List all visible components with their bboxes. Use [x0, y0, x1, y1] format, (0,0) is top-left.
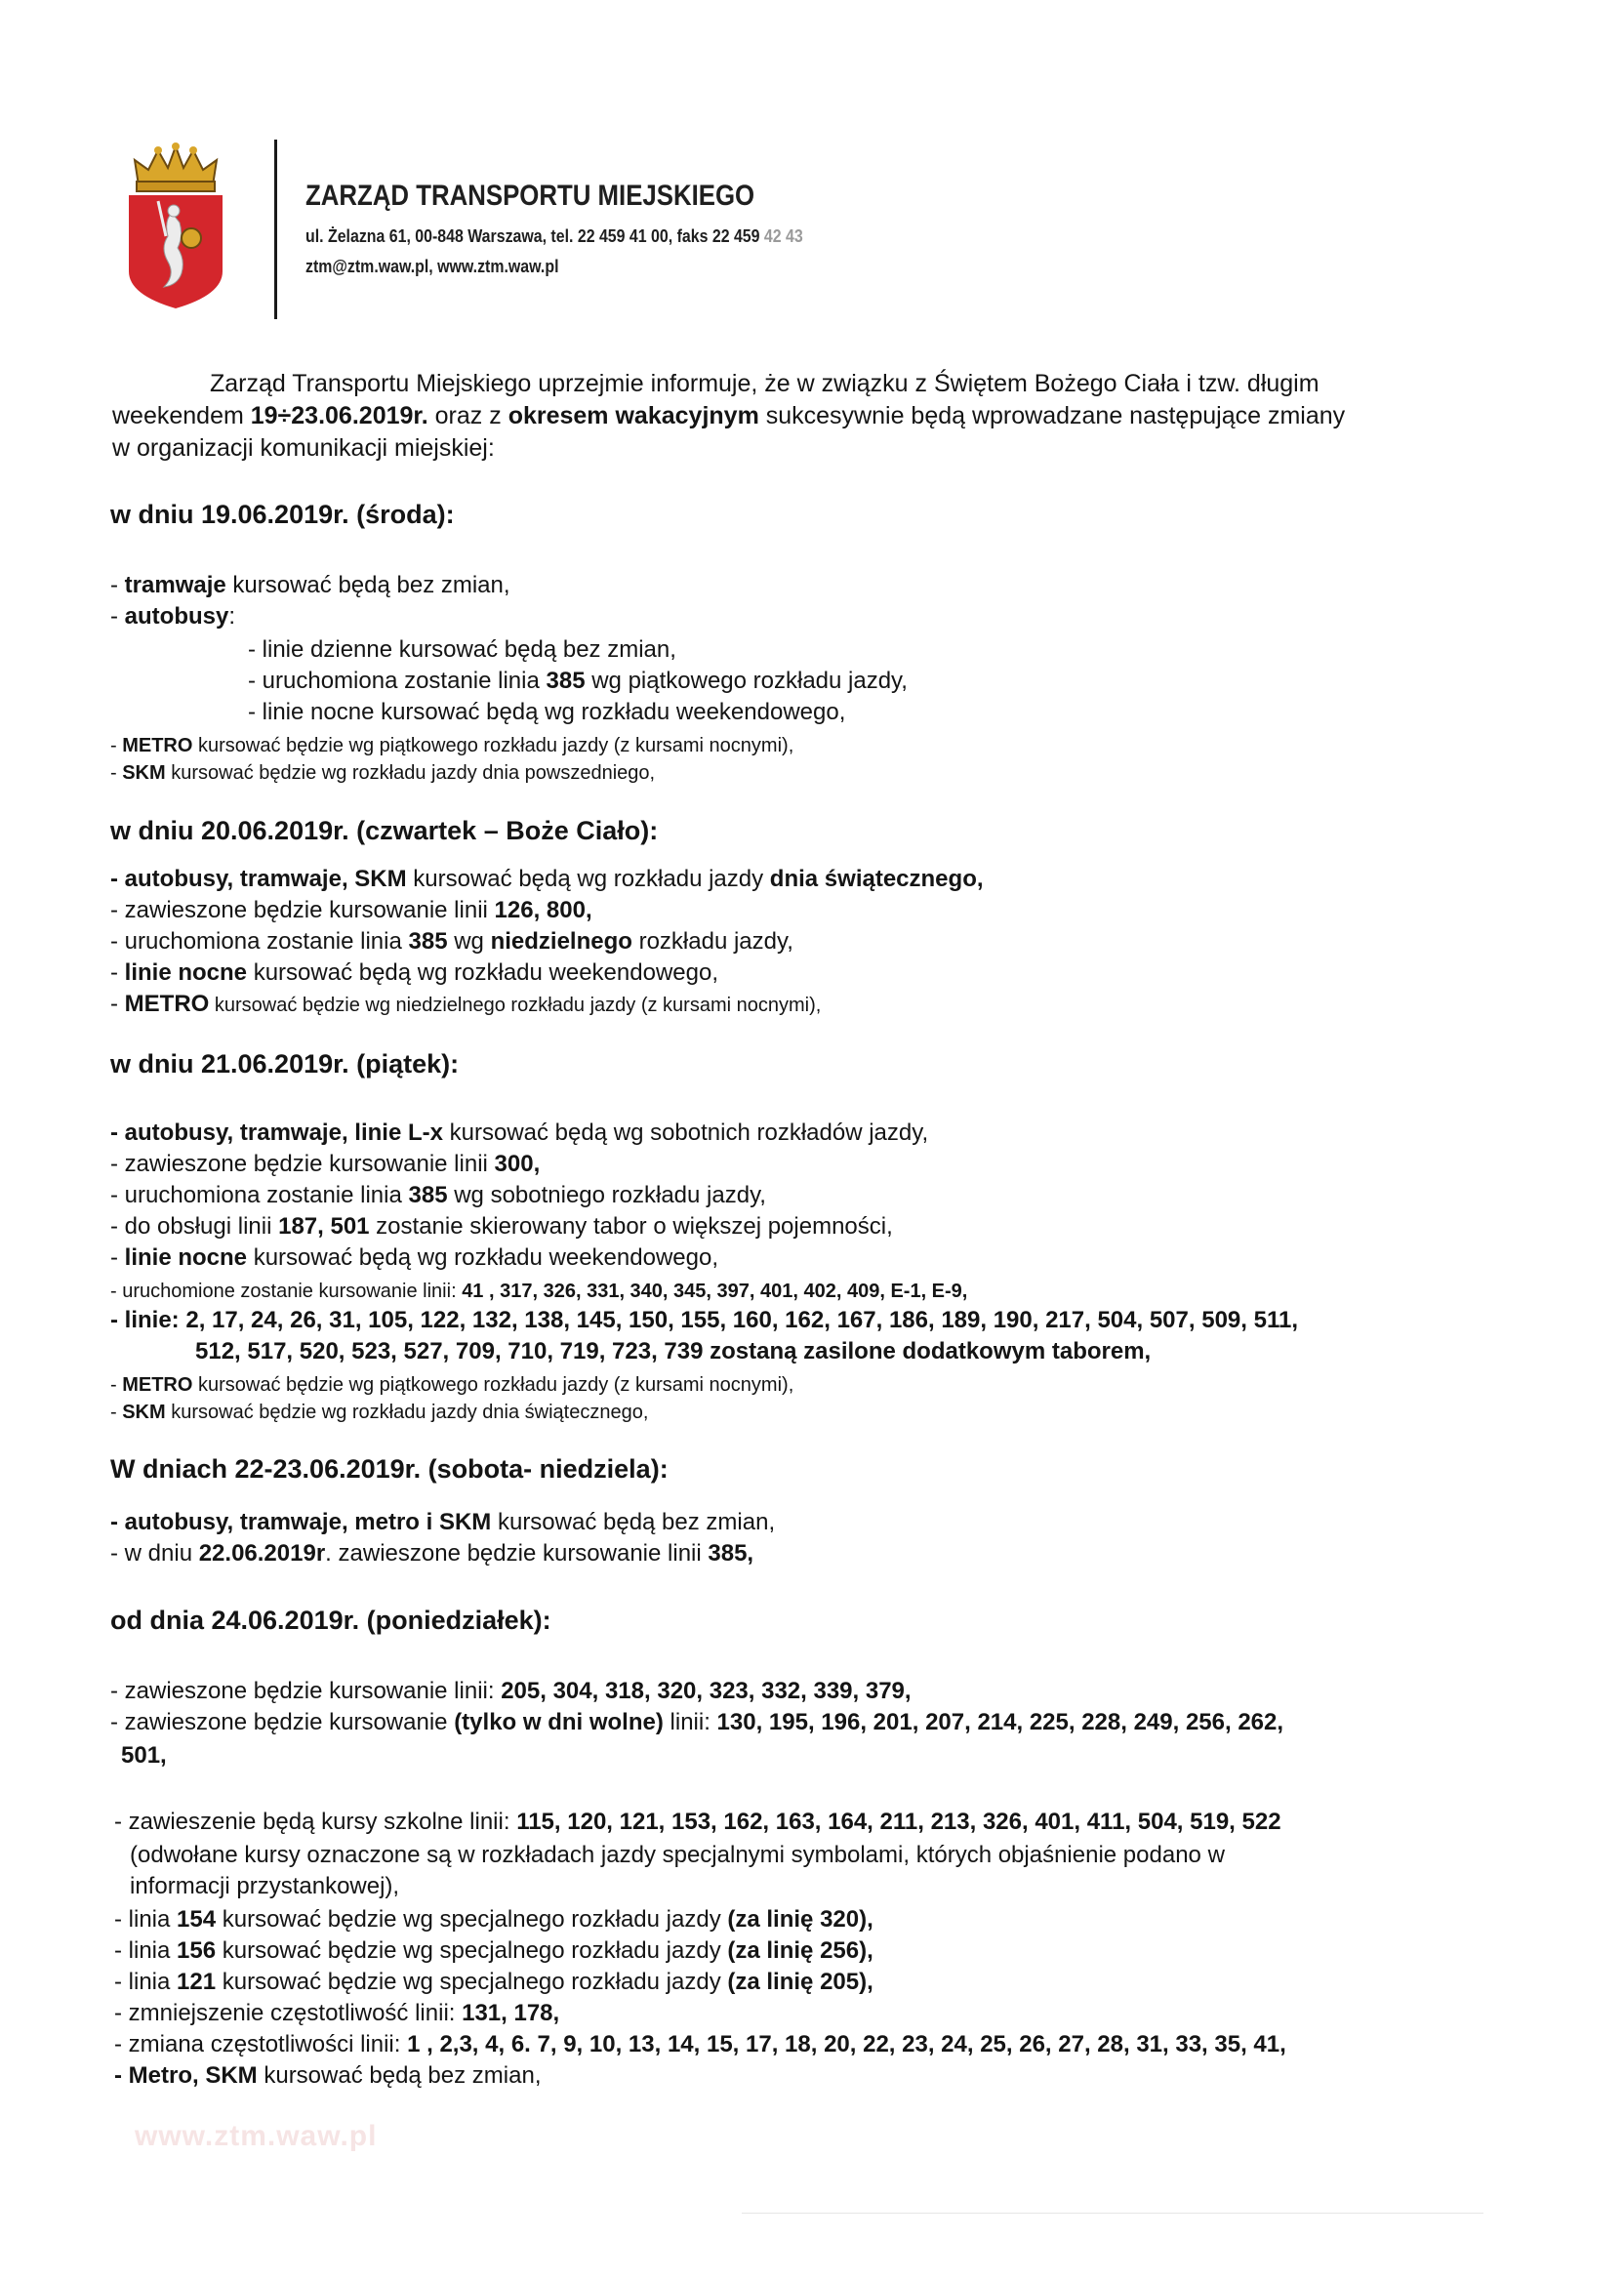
list-item: - linia 121 kursować będzie wg specjalnego rozkładu jazdy (za linię 205), [114, 1969, 873, 1995]
section-title-24-06: od dnia 24.06.2019r. (poniedziałek): [110, 1606, 551, 1635]
footer-divider [742, 2213, 1483, 2214]
letterhead-divider [274, 140, 277, 319]
list-item: - autobusy, tramwaje, linie L-x kursować będą wg sobotnich rozkładów jazdy, [110, 1120, 929, 1146]
organization-name: ZARZĄD TRANSPORTU MIEJSKIEGO [305, 180, 755, 212]
list-item: - uruchomiona zostanie linia 385 wg piątkowego rozkładu jazdy, [248, 668, 908, 694]
list-item: - zawieszone będzie kursowanie linii 126, 800, [110, 897, 592, 923]
list-item: - tramwaje kursować będą bez zmian, [110, 572, 510, 598]
list-item-continuation: 501, [121, 1742, 167, 1769]
list-item: - SKM kursować będzie wg rozkładu jazdy dnia powszedniego, [110, 762, 656, 784]
list-item: - zmiana częstotliwości linii: 1 , 2,3, 4, 6. 7, 9, 10, 13, 14, 15, 17, 18, 20, 22, 23, 24, 25, 26, 27, 28, 31, 33, 35, 41, [114, 2031, 1286, 2057]
list-item: - zmniejszenie częstotliwość linii: 131, 178, [114, 2000, 560, 2026]
list-item: - uruchomione zostanie kursowanie linii: 41 , 317, 326, 331, 340, 345, 397, 401, 402, 409, E-1, E-9, [110, 1281, 968, 1302]
list-item: - autobusy, tramwaje, metro i SKM kursować będą bez zmian, [110, 1509, 776, 1535]
list-item: - METRO kursować będzie wg niedzielnego rozkładu jazdy (z kursami nocnymi), [110, 991, 822, 1017]
list-item: - zawieszenie będą kursy szkolne linii: 115, 120, 121, 153, 162, 163, 164, 211, 213, 326, 401, 411, 504, 519, 522 [114, 1809, 1281, 1835]
section-title-21-06: w dniu 21.06.2019r. (piątek): [110, 1049, 460, 1079]
list-item: - autobusy, tramwaje, SKM kursować będą wg rozkładu jazdy dnia świątecznego, [110, 866, 984, 892]
list-item: - zawieszone będzie kursowanie (tylko w dni wolne) linii: 130, 195, 196, 201, 207, 214, 225, 228, 249, 256, 262, [110, 1709, 1284, 1735]
section-title-20-06: w dniu 20.06.2019r. (czwartek – Boże Ciało): [110, 816, 659, 845]
list-item: - linia 154 kursować będzie wg specjalnego rozkładu jazdy (za linię 320), [114, 1906, 873, 1933]
intro-paragraph: Zarząd Transportu Miejskiego uprzejmie informuje, że w związku z Świętem Bożego Ciała i tzw. długim weekendem 19÷23.06.2019r. oraz z okresem wakacyjnym sukcesywnie będą wprowadzane następujące zmiany w organizacji komunikacji miejskiej: [112, 370, 1346, 462]
organization-address: ul. Żelazna 61, 00-848 Warszawa, tel. 22 459 41 00, faks 22 459 42 43 [305, 225, 803, 246]
section-title-19-06: w dniu 19.06.2019r. (środa): [110, 500, 455, 529]
list-item: - linie: 2, 17, 24, 26, 31, 105, 122, 132, 138, 145, 150, 155, 160, 162, 167, 186, 189, 190, 217, 504, 507, 509, 511, [110, 1307, 1298, 1333]
list-item: - SKM kursować będzie wg rozkładu jazdy dnia świątecznego, [110, 1402, 649, 1423]
list-item: - w dniu 22.06.2019r. zawieszone będzie kursowanie linii 385, [110, 1540, 754, 1567]
list-item-continuation: (odwołane kursy oznaczone są w rozkładach jazdy specjalnymi symbolami, których objaśnienie podano w [130, 1842, 1225, 1868]
list-item: - Metro, SKM kursować będą bez zmian, [114, 2062, 542, 2089]
list-item: - METRO kursować będzie wg piątkowego rozkładu jazdy (z kursami nocnymi), [110, 735, 794, 756]
section-title-22-23-06: W dniach 22-23.06.2019r. (sobota- niedziela): [110, 1454, 669, 1484]
list-item: - do obsługi linii 187, 501 zostanie skierowany tabor o większej pojemności, [110, 1213, 893, 1240]
list-item: - uruchomiona zostanie linia 385 wg niedzielnego rozkładu jazdy, [110, 928, 793, 955]
footer-watermark: www.ztm.waw.pl [135, 2120, 378, 2152]
list-item: - METRO kursować będzie wg piątkowego rozkładu jazdy (z kursami nocnymi), [110, 1374, 794, 1396]
warsaw-coat-of-arms-logo [125, 142, 226, 310]
list-item: - linie nocne kursować będą wg rozkładu weekendowego, [110, 1244, 718, 1271]
list-item: - zawieszone będzie kursowanie linii 300, [110, 1151, 541, 1177]
list-item-continuation: 512, 517, 520, 523, 527, 709, 710, 719, 723, 739 zostaną zasilone dodatkowym taborem, [195, 1338, 1152, 1364]
list-item: - uruchomiona zostanie linia 385 wg sobotniego rozkładu jazdy, [110, 1182, 766, 1208]
list-item: - autobusy: [110, 603, 236, 630]
organization-contact: ztm@ztm.waw.pl, www.ztm.waw.pl [305, 256, 559, 276]
list-item: - zawieszone będzie kursowanie linii: 205, 304, 318, 320, 323, 332, 339, 379, [110, 1678, 912, 1704]
list-item: - linie dzienne kursować będą bez zmian, [248, 636, 676, 663]
list-item: - linie nocne kursować będą wg rozkładu weekendowego, [248, 699, 846, 725]
list-item-continuation: informacji przystankowej), [130, 1873, 400, 1899]
list-item: - linie nocne kursować będą wg rozkładu weekendowego, [110, 959, 718, 986]
list-item: - linia 156 kursować będzie wg specjalnego rozkładu jazdy (za linię 256), [114, 1937, 873, 1964]
